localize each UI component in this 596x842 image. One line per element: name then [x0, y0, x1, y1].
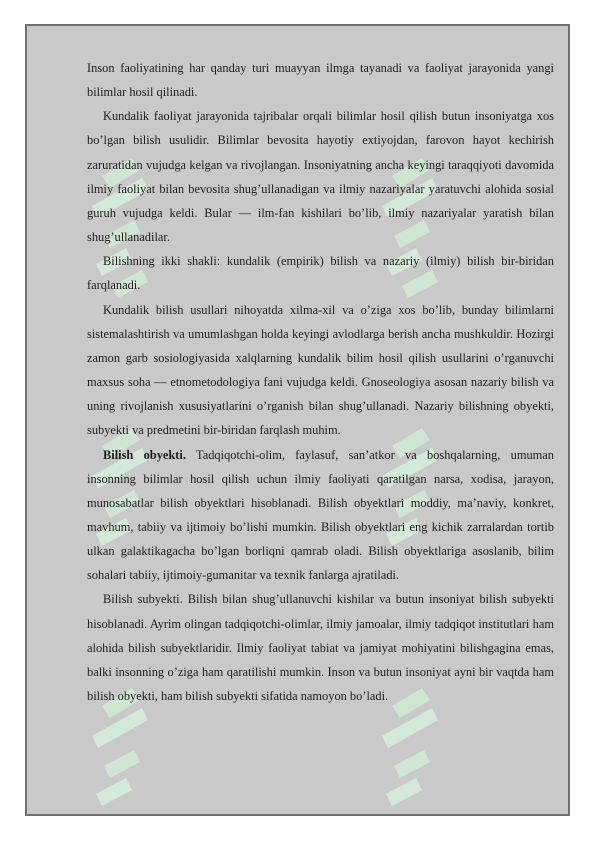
paragraph-text: Bilishning ikki shakli: kundalik (empirik) bilish va nazariy (ilmiy) bilish bir-biridan farqlanadi. — [87, 254, 554, 293]
paragraph-2 — [87, 104, 554, 249]
paragraph-3 — [87, 249, 554, 297]
paragraph-text: Tadqiqotchi-olim, faylasuf, san’atkor va boshqalarning, umuman insonning bilimlar hosil qilish uchun ilmiy faoliyati qaratilgan narsa, xodisa, jarayon, munosabatlar bilish obyektlari hisoblanadi. Bilish obyektlari moddiy, ma’naviy, konkret, mavhum, tabiiy va ijtimoiy bo’lishi mumkin. Bilish obyektlari eng kichik zarralardan tortib ulkan galaktikagacha bo’lgan borliqni qamrab oladi. Bilish obyektlariga asoslanib, bilim sohalari tabiiy, ijtimoiy-gumanitar va texnik fanlarga ajratiladi. — [87, 447, 554, 583]
paragraph-text: Inson faoliyatining har qanday turi muayyan ilmga tayanadi va faoliyat jarayonida yangi bilimlar hosil qilinadi. — [87, 61, 554, 100]
document-body — [87, 56, 554, 708]
paragraph-text: Kundalik bilish usullari nihoyatda xilma-xil va o’ziga xos bo’lib, bunday bilimlarni sistemalashtirish va umumlashgan holda keyingi avlodlarga berish ancha mushkuldir. Hozirgi zamon garb sosiologiyasida xalqlarning kundalik bilim hosil qilish usullarini o’rganuvchi maxsus soha — etnometodologiya fani vujudga keldi. Gnoseologiya asosan nazariy bilish va uning rivojlanish xususiyatlarini o’rganish bilan shug’ullanadi. Nazariy bilishning obyekti, subyekti va predmetini bir-biridan farqlash muhim. — [87, 302, 554, 438]
paragraph-text: Kundalik faoliyat jarayonida tajribalar orqali bilimlar hosil qilish butun insoniyatga xos bo’lgan bilish usulidir. Bilimlar bevosita hayotiy extiyojdan, farovon hayot kechirish zaruratidan vujudga kelgan va rivojlangan. Insoniyatning ancha keyingi taraqqiyoti davomida ilmiy faoliyat bilan bevosita shug’ullanadigan va ilmiy nazariyalar yaratuvchi alohida sosial guruh vujudga keldi. Bular — ilm-fan kishilari bo’lib, ilmiy nazariyalar yaratish bilan shug’ullanadilar. — [87, 109, 554, 245]
paragraph-6 — [87, 587, 554, 708]
paragraph-5 — [87, 443, 554, 588]
paragraph-text: Bilish subyekti. Bilish bilan shug’ullanuvchi kishilar va butun insoniyat bilish subyekti hisoblanadi. Ayrim olingan tadqiqotchi-olimlar, ilmiy jamoalar, ilmiy tadqiqot institutlari ham alohida bilish subyektlaridir. Ilmiy faoliyat tabiat va jamiyat mohiyatini bilishgagina emas, balki insonning o’ziga ham qaratilishi mumkin. Inson va butun insoniyat ayni bir vaqtda ham bilish obyekti, ham bilish subyekti sifatida namoyon bo’ladi. — [87, 592, 554, 704]
paragraph-lead-heading: Bilish obyekti. — [103, 447, 186, 462]
paragraph-4 — [87, 298, 554, 443]
paragraph-1 — [87, 56, 554, 104]
page-frame — [25, 24, 570, 816]
